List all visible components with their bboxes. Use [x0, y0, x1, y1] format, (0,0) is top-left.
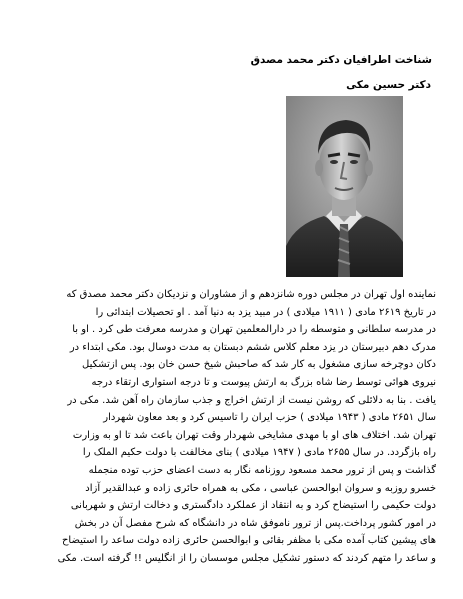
paragraph-line: دکان دوچرخه سازی مشغول به کار شد که صاحبش شیخ حسن خان بود. پس ازتشکیل	[82, 359, 436, 371]
portrait-photo	[286, 96, 403, 277]
document-title: شناخت اطرافیان دکتر محمد مصدق	[250, 54, 432, 66]
paragraph-line: نیروی هوائی توسط رضا شاه بزرگ به ارتش پیوست و تا درجه استواری ارتقاء درجه	[91, 376, 436, 388]
biography-paragraph	[26, 286, 436, 568]
paragraph-line: یافت . بنا به دلائلی که روشن نیست از ارتش اخراج و جذب سازمان راه آهن شد. مکی در	[67, 394, 436, 406]
paragraph-line: تهران شد. اختلاف های او با مهدی مشایخی شهردار وقت تهران باعث شد تا او به وزارت	[72, 429, 436, 441]
paragraph-line: سال ۲۶۵۱ مادی ( ۱۹۴۳ میلادی ) حزب ایران را تاسیس کرد و بعد معاون شهردار	[103, 412, 436, 424]
paragraph-line: های پیشین کتاب آمده مکی با مظفر بقائی و ابوالحسن حائری زاده دولت ساعد را استیضاح	[61, 535, 436, 547]
author-name: دکتر حسین مکی	[346, 79, 431, 91]
paragraph-line: در تاریخ ۲۶۱۹ مادی ( ۱۹۱۱ میلادی ) در مبید یزد به دنیا آمد . او تحصیلات ابتدائی را	[95, 306, 436, 318]
paragraph-line: در امور کشور پرداخت.پس از ترور ناموفق شاه در دانشگاه که شرح مفصل آن در بخش	[74, 517, 436, 529]
paragraph-line: نماینده اول تهران در مجلس دوره شانزدهم و از مشاوران و نزدیکان دکتر محمد مصدق که	[66, 289, 436, 300]
paragraph-line: و ساعد را متهم کردند که دستور تشکیل مجلس موسسان را از انگلیس !! گرفته است. مکی	[57, 552, 436, 564]
paragraph-line: دولت حکیمی را استیضاح کرد و به انتقاد از عملکرد دادگستری و دخالت ارتش و شهربانی	[70, 500, 436, 512]
paragraph-line: در مدرسه سلطانی و متوسطه را در دارالمعلمین تهران و مدرسه معرفت طی کرد . او با	[72, 324, 436, 336]
paragraph-line: گذاشت و پس از ترور محمد مسعود روزنامه نگار به دست اعضای حزب توده منجمله	[88, 464, 436, 476]
paragraph-line: مدرک دهم دبیرستان در یزد معلم کلاس ششم دبستان به مدت دوسال بود. مکی ابتداء در	[69, 341, 436, 353]
paragraph-line: راه بازگردد. در سال ۲۶۵۵ مادی ( ۱۹۴۷ میلادی ) بنای مخالفت با دولت حکیم الملک را	[82, 447, 436, 459]
paragraph-line: خسرو روزبه و سروان ابوالحسن عباسی ، مکی به همراه حائری زاده و عبدالقدیر آزاد	[85, 482, 436, 494]
